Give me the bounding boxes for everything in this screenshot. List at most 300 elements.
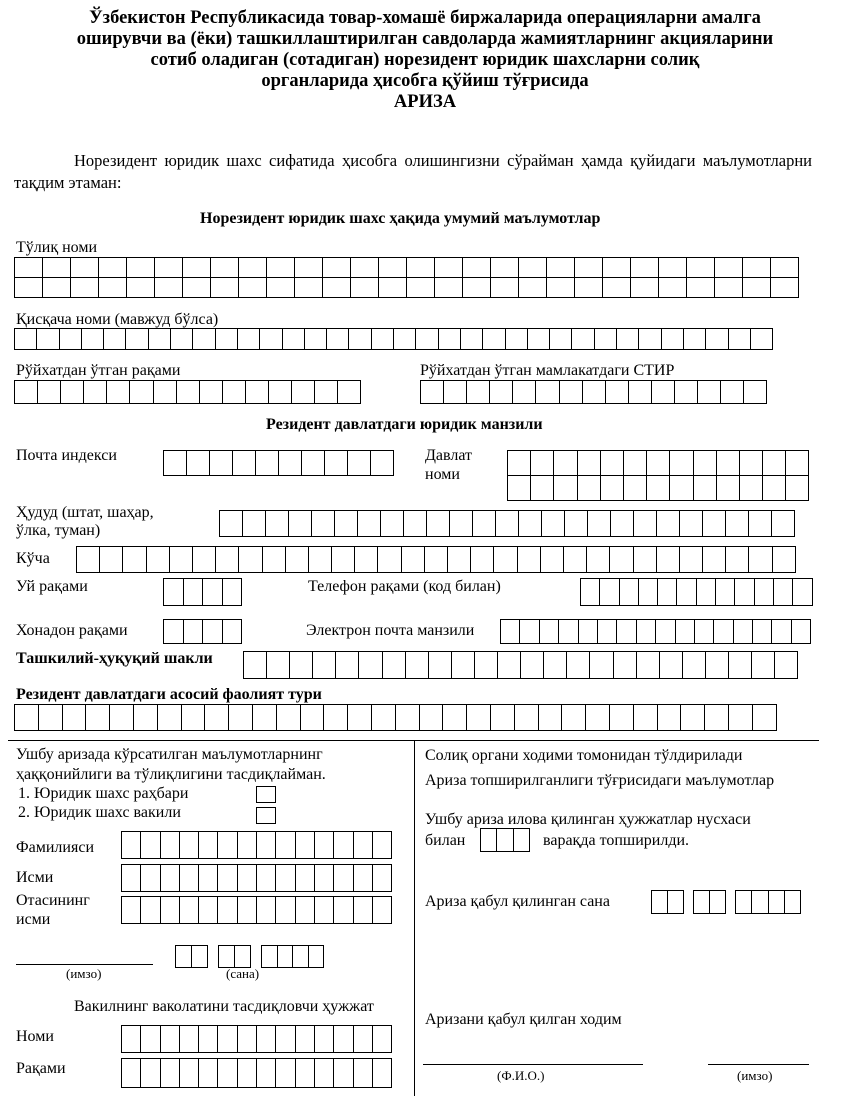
char-cell[interactable] [300, 704, 325, 731]
char-cell[interactable] [372, 864, 392, 892]
char-cell[interactable] [282, 328, 305, 350]
country-grid-row2[interactable] [507, 475, 809, 501]
char-cell[interactable] [704, 704, 729, 731]
char-cell[interactable] [183, 578, 204, 606]
char-cell[interactable] [160, 1025, 180, 1053]
char-cell[interactable] [256, 896, 276, 924]
char-cell[interactable] [291, 380, 315, 404]
char-cell[interactable] [314, 831, 334, 859]
char-cell[interactable] [277, 945, 294, 968]
full-name-grid-row2[interactable] [14, 277, 799, 298]
char-cell[interactable] [133, 704, 158, 731]
char-cell[interactable] [182, 257, 211, 278]
char-cell[interactable] [169, 546, 193, 573]
char-cell[interactable] [784, 890, 801, 914]
char-cell[interactable] [605, 380, 629, 404]
char-cell[interactable] [295, 1058, 315, 1088]
char-cell[interactable] [725, 510, 749, 537]
char-cell[interactable] [266, 651, 290, 679]
char-cell[interactable] [238, 257, 267, 278]
date-month-grid[interactable] [218, 945, 251, 968]
char-cell[interactable] [451, 651, 475, 679]
char-cell[interactable] [98, 277, 127, 298]
doc-number-grid[interactable] [121, 1058, 392, 1088]
char-cell[interactable] [170, 328, 193, 350]
short-name-grid[interactable] [14, 328, 773, 350]
employee-fio-line[interactable] [423, 1064, 643, 1065]
char-cell[interactable] [574, 257, 603, 278]
char-cell[interactable] [204, 704, 229, 731]
char-cell[interactable] [324, 450, 348, 476]
char-cell[interactable] [474, 651, 498, 679]
char-cell[interactable] [371, 328, 394, 350]
char-cell[interactable] [372, 1058, 392, 1088]
char-cell[interactable] [106, 380, 130, 404]
char-cell[interactable] [237, 896, 257, 924]
char-cell[interactable] [500, 619, 520, 644]
legal-form-grid[interactable] [243, 651, 798, 679]
char-cell[interactable] [697, 380, 721, 404]
char-cell[interactable] [563, 546, 587, 573]
char-cell[interactable] [198, 1058, 218, 1088]
char-cell[interactable] [146, 546, 170, 573]
char-cell[interactable] [217, 831, 237, 859]
char-cell[interactable] [720, 380, 744, 404]
char-cell[interactable] [633, 510, 657, 537]
char-cell[interactable] [322, 277, 351, 298]
char-cell[interactable] [256, 1058, 276, 1088]
char-cell[interactable] [646, 475, 670, 501]
char-cell[interactable] [657, 578, 677, 606]
char-cell[interactable] [192, 546, 216, 573]
char-cell[interactable] [256, 1025, 276, 1053]
char-cell[interactable] [728, 328, 751, 350]
char-cell[interactable] [520, 651, 544, 679]
char-cell[interactable] [519, 619, 539, 644]
char-cell[interactable] [426, 510, 450, 537]
char-cell[interactable] [198, 831, 218, 859]
char-cell[interactable] [482, 328, 505, 350]
char-cell[interactable] [739, 450, 763, 476]
char-cell[interactable] [752, 704, 777, 731]
char-cell[interactable] [202, 619, 223, 644]
char-cell[interactable] [693, 890, 710, 914]
char-cell[interactable] [401, 546, 425, 573]
char-cell[interactable] [314, 380, 338, 404]
char-cell[interactable] [285, 546, 309, 573]
char-cell[interactable] [36, 328, 59, 350]
char-cell[interactable] [619, 578, 639, 606]
char-cell[interactable] [140, 864, 160, 892]
char-cell[interactable] [160, 864, 180, 892]
char-cell[interactable] [183, 619, 204, 644]
char-cell[interactable] [656, 510, 680, 537]
char-cell[interactable] [37, 380, 61, 404]
char-cell[interactable] [609, 704, 634, 731]
char-cell[interactable] [739, 475, 763, 501]
char-cell[interactable] [762, 450, 786, 476]
char-cell[interactable] [705, 651, 729, 679]
char-cell[interactable] [751, 890, 768, 914]
char-cell[interactable] [496, 828, 513, 852]
char-cell[interactable] [140, 896, 160, 924]
char-cell[interactable] [333, 864, 353, 892]
char-cell[interactable] [733, 619, 753, 644]
char-cell[interactable] [334, 510, 358, 537]
region-grid[interactable] [219, 510, 795, 537]
char-cell[interactable] [599, 578, 619, 606]
char-cell[interactable] [771, 619, 791, 644]
char-cell[interactable] [331, 546, 355, 573]
char-cell[interactable] [419, 704, 444, 731]
char-cell[interactable] [623, 475, 647, 501]
char-cell[interactable] [122, 546, 146, 573]
char-cell[interactable] [99, 546, 123, 573]
char-cell[interactable] [125, 328, 148, 350]
char-cell[interactable] [713, 619, 733, 644]
char-cell[interactable] [507, 450, 531, 476]
char-cell[interactable] [669, 450, 693, 476]
char-cell[interactable] [175, 945, 192, 968]
char-cell[interactable] [237, 864, 257, 892]
char-cell[interactable] [14, 380, 38, 404]
char-cell[interactable] [679, 546, 703, 573]
char-cell[interactable] [395, 704, 420, 731]
char-cell[interactable] [420, 380, 444, 404]
char-cell[interactable] [616, 328, 639, 350]
char-cell[interactable] [538, 704, 563, 731]
char-cell[interactable] [792, 578, 812, 606]
char-cell[interactable] [275, 864, 295, 892]
char-cell[interactable] [716, 450, 740, 476]
char-cell[interactable] [702, 546, 726, 573]
char-cell[interactable] [14, 257, 43, 278]
char-cell[interactable] [406, 277, 435, 298]
char-cell[interactable] [335, 651, 359, 679]
char-cell[interactable] [222, 619, 243, 644]
char-cell[interactable] [658, 277, 687, 298]
char-cell[interactable] [103, 328, 126, 350]
char-cell[interactable] [633, 704, 658, 731]
char-cell[interactable] [505, 328, 528, 350]
char-cell[interactable] [535, 380, 559, 404]
char-cell[interactable] [294, 257, 323, 278]
char-cell[interactable] [602, 257, 631, 278]
char-cell[interactable] [191, 945, 208, 968]
char-cell[interactable] [541, 510, 565, 537]
char-cell[interactable] [140, 831, 160, 859]
char-cell[interactable] [312, 651, 336, 679]
char-cell[interactable] [442, 704, 467, 731]
char-cell[interactable] [62, 704, 87, 731]
char-cell[interactable] [192, 328, 215, 350]
char-cell[interactable] [585, 704, 610, 731]
char-cell[interactable] [527, 328, 550, 350]
char-cell[interactable] [403, 510, 427, 537]
char-cell[interactable] [549, 328, 572, 350]
char-cell[interactable] [470, 546, 494, 573]
char-cell[interactable] [237, 831, 257, 859]
char-cell[interactable] [774, 651, 798, 679]
surname-grid[interactable] [121, 831, 392, 859]
char-cell[interactable] [636, 619, 656, 644]
accepted-day-grid[interactable] [651, 890, 684, 914]
char-cell[interactable] [553, 450, 577, 476]
char-cell[interactable] [694, 619, 714, 644]
char-cell[interactable] [443, 380, 467, 404]
char-cell[interactable] [179, 896, 199, 924]
email-grid[interactable] [500, 619, 811, 644]
char-cell[interactable] [415, 328, 438, 350]
char-cell[interactable] [702, 510, 726, 537]
pages-count-grid[interactable] [480, 828, 530, 852]
char-cell[interactable] [613, 651, 637, 679]
char-cell[interactable] [580, 578, 600, 606]
char-cell[interactable] [199, 380, 223, 404]
accepted-year-grid[interactable] [735, 890, 801, 914]
char-cell[interactable] [610, 510, 634, 537]
char-cell[interactable] [462, 277, 491, 298]
char-cell[interactable] [347, 450, 371, 476]
char-cell[interactable] [322, 257, 351, 278]
char-cell[interactable] [276, 704, 301, 731]
char-cell[interactable] [609, 546, 633, 573]
country-grid-row1[interactable] [507, 450, 809, 476]
char-cell[interactable] [186, 450, 210, 476]
char-cell[interactable] [121, 864, 141, 892]
char-cell[interactable] [222, 578, 243, 606]
char-cell[interactable] [148, 328, 171, 350]
employee-signature-line[interactable] [708, 1064, 809, 1065]
char-cell[interactable] [633, 546, 657, 573]
char-cell[interactable] [748, 546, 772, 573]
char-cell[interactable] [179, 1025, 199, 1053]
char-cell[interactable] [785, 450, 809, 476]
char-cell[interactable] [725, 546, 749, 573]
char-cell[interactable] [179, 1058, 199, 1088]
char-cell[interactable] [636, 651, 660, 679]
char-cell[interactable] [377, 546, 401, 573]
date-year-grid[interactable] [261, 945, 324, 968]
char-cell[interactable] [696, 578, 716, 606]
char-cell[interactable] [530, 475, 554, 501]
char-cell[interactable] [209, 450, 233, 476]
char-cell[interactable] [600, 450, 624, 476]
char-cell[interactable] [405, 651, 429, 679]
char-cell[interactable] [490, 277, 519, 298]
char-cell[interactable] [140, 1025, 160, 1053]
char-cell[interactable] [460, 328, 483, 350]
char-cell[interactable] [490, 257, 519, 278]
char-cell[interactable] [126, 257, 155, 278]
char-cell[interactable] [676, 578, 696, 606]
char-cell[interactable] [262, 546, 286, 573]
char-cell[interactable] [495, 510, 519, 537]
char-cell[interactable] [540, 546, 564, 573]
date-day-grid[interactable] [175, 945, 208, 968]
char-cell[interactable] [215, 546, 239, 573]
char-cell[interactable] [623, 450, 647, 476]
char-cell[interactable] [217, 1058, 237, 1088]
char-cell[interactable] [358, 651, 382, 679]
char-cell[interactable] [772, 546, 796, 573]
char-cell[interactable] [289, 651, 313, 679]
char-cell[interactable] [275, 1058, 295, 1088]
char-cell[interactable] [382, 651, 406, 679]
char-cell[interactable] [497, 651, 521, 679]
char-cell[interactable] [514, 704, 539, 731]
char-cell[interactable] [682, 651, 706, 679]
char-cell[interactable] [566, 651, 590, 679]
char-cell[interactable] [295, 864, 315, 892]
char-cell[interactable] [314, 864, 334, 892]
char-cell[interactable] [42, 277, 71, 298]
char-cell[interactable] [217, 864, 237, 892]
char-cell[interactable] [546, 277, 575, 298]
char-cell[interactable] [308, 546, 332, 573]
char-cell[interactable] [693, 475, 717, 501]
full-name-grid-row1[interactable] [14, 257, 799, 278]
char-cell[interactable] [655, 619, 675, 644]
char-cell[interactable] [735, 890, 752, 914]
char-cell[interactable] [333, 1025, 353, 1053]
char-cell[interactable] [675, 619, 695, 644]
char-cell[interactable] [275, 1025, 295, 1053]
char-cell[interactable] [680, 704, 705, 731]
char-cell[interactable] [530, 450, 554, 476]
char-cell[interactable] [791, 619, 811, 644]
char-cell[interactable] [716, 475, 740, 501]
char-cell[interactable] [543, 651, 567, 679]
option-director-checkbox[interactable] [256, 786, 276, 803]
char-cell[interactable] [237, 328, 260, 350]
char-cell[interactable] [686, 257, 715, 278]
char-cell[interactable] [742, 257, 771, 278]
char-cell[interactable] [353, 896, 373, 924]
char-cell[interactable] [238, 277, 267, 298]
reg-number-grid[interactable] [14, 380, 361, 404]
char-cell[interactable] [259, 328, 282, 350]
char-cell[interactable] [288, 510, 312, 537]
char-cell[interactable] [333, 1058, 353, 1088]
char-cell[interactable] [449, 510, 473, 537]
char-cell[interactable] [393, 328, 416, 350]
char-cell[interactable] [546, 257, 575, 278]
char-cell[interactable] [434, 257, 463, 278]
char-cell[interactable] [295, 1025, 315, 1053]
char-cell[interactable] [81, 328, 104, 350]
char-cell[interactable] [658, 257, 687, 278]
char-cell[interactable] [326, 328, 349, 350]
char-cell[interactable] [785, 475, 809, 501]
char-cell[interactable] [238, 546, 262, 573]
char-cell[interactable] [406, 257, 435, 278]
char-cell[interactable] [234, 945, 251, 968]
char-cell[interactable] [466, 704, 491, 731]
char-cell[interactable] [518, 510, 542, 537]
char-cell[interactable] [679, 510, 703, 537]
postal-code-grid[interactable] [163, 450, 394, 476]
char-cell[interactable] [656, 546, 680, 573]
char-cell[interactable] [683, 328, 706, 350]
char-cell[interactable] [237, 1058, 257, 1088]
char-cell[interactable] [109, 704, 134, 731]
char-cell[interactable] [350, 277, 379, 298]
char-cell[interactable] [638, 328, 661, 350]
char-cell[interactable] [237, 1025, 257, 1053]
char-cell[interactable] [771, 510, 795, 537]
char-cell[interactable] [602, 277, 631, 298]
char-cell[interactable] [121, 1025, 141, 1053]
option-representative-checkbox[interactable] [256, 807, 276, 824]
char-cell[interactable] [380, 510, 404, 537]
char-cell[interactable] [301, 450, 325, 476]
char-cell[interactable] [265, 510, 289, 537]
char-cell[interactable] [752, 619, 772, 644]
char-cell[interactable] [353, 1058, 373, 1088]
char-cell[interactable] [60, 380, 84, 404]
char-cell[interactable] [594, 328, 617, 350]
char-cell[interactable] [462, 257, 491, 278]
char-cell[interactable] [646, 450, 670, 476]
char-cell[interactable] [198, 896, 218, 924]
char-cell[interactable] [587, 510, 611, 537]
char-cell[interactable] [252, 704, 277, 731]
char-cell[interactable] [304, 328, 327, 350]
char-cell[interactable] [378, 257, 407, 278]
char-cell[interactable] [561, 704, 586, 731]
char-cell[interactable] [275, 896, 295, 924]
char-cell[interactable] [38, 704, 63, 731]
char-cell[interactable] [126, 277, 155, 298]
char-cell[interactable] [157, 704, 182, 731]
char-cell[interactable] [597, 619, 617, 644]
char-cell[interactable] [559, 380, 583, 404]
char-cell[interactable] [308, 945, 325, 968]
char-cell[interactable] [314, 1025, 334, 1053]
char-cell[interactable] [140, 1058, 160, 1088]
char-cell[interactable] [507, 475, 531, 501]
char-cell[interactable] [76, 546, 100, 573]
char-cell[interactable] [163, 450, 187, 476]
char-cell[interactable] [773, 578, 793, 606]
char-cell[interactable] [154, 257, 183, 278]
char-cell[interactable] [638, 578, 658, 606]
char-cell[interactable] [693, 450, 717, 476]
char-cell[interactable] [268, 380, 292, 404]
char-cell[interactable] [728, 704, 753, 731]
char-cell[interactable] [372, 896, 392, 924]
char-cell[interactable] [686, 277, 715, 298]
char-cell[interactable] [742, 277, 771, 298]
char-cell[interactable] [768, 890, 785, 914]
char-cell[interactable] [674, 380, 698, 404]
char-cell[interactable] [539, 619, 559, 644]
char-cell[interactable] [160, 1058, 180, 1088]
char-cell[interactable] [517, 546, 541, 573]
char-cell[interactable] [314, 1058, 334, 1088]
doc-name-grid[interactable] [121, 1025, 392, 1053]
char-cell[interactable] [438, 328, 461, 350]
char-cell[interactable] [754, 578, 774, 606]
char-cell[interactable] [714, 277, 743, 298]
char-cell[interactable] [14, 328, 37, 350]
char-cell[interactable] [154, 277, 183, 298]
char-cell[interactable] [266, 277, 295, 298]
char-cell[interactable] [661, 328, 684, 350]
char-cell[interactable] [378, 277, 407, 298]
char-cell[interactable] [163, 619, 184, 644]
